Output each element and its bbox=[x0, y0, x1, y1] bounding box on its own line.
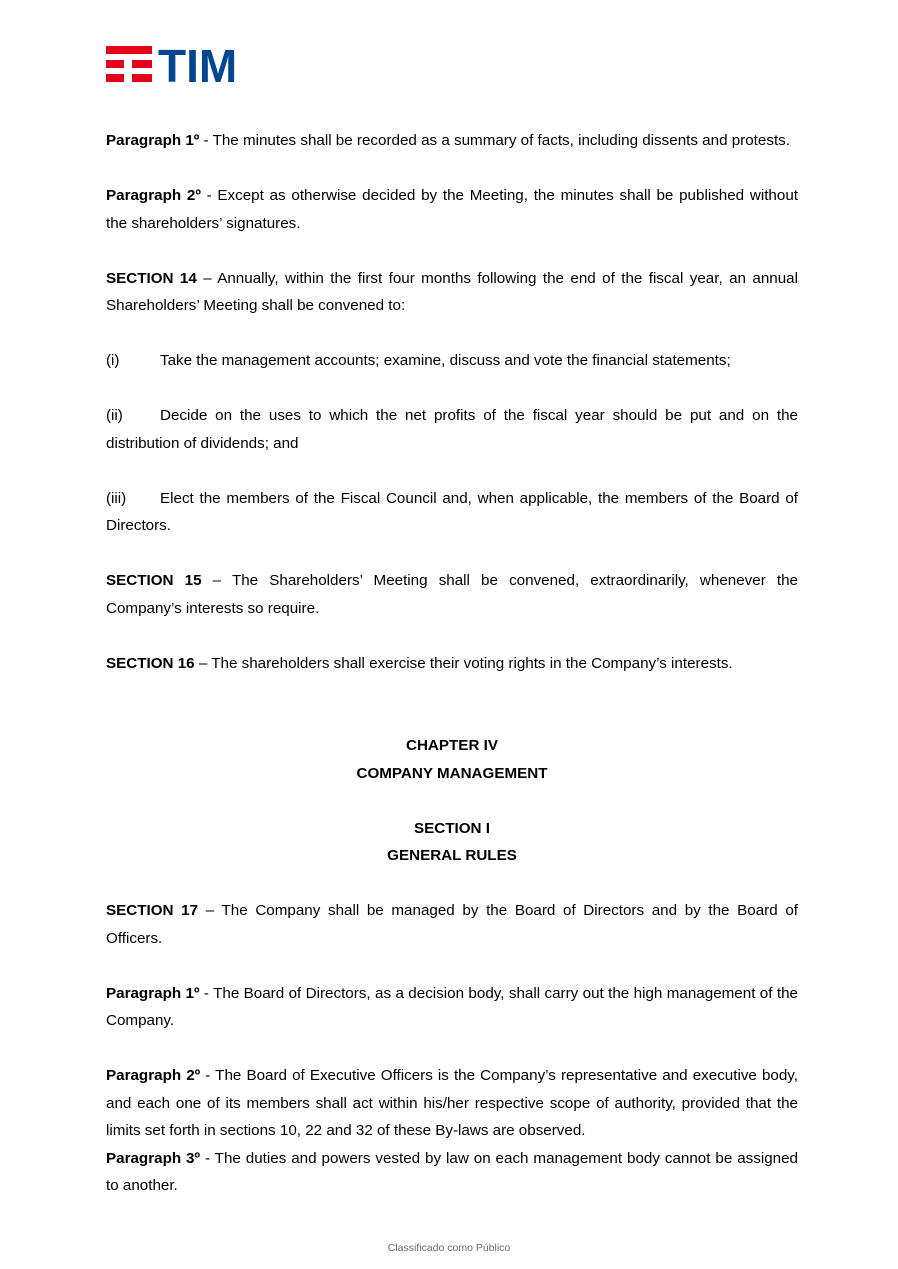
tim-logo bbox=[106, 44, 254, 86]
paragraph-2b: Paragraph 2º - The Board of Executive Officers is the Company’s representative and executive body, and each one of its members shall act within his/her respective scope of authority, provided that the limits set forth in sections 10, 22 and 32 of these By-laws are observed. bbox=[106, 1067, 798, 1139]
section-14: SECTION 14 – Annually, within the first four months following the end of the fiscal year, an annual Shareholders’ Meeting shall be convened to: bbox=[106, 269, 798, 314]
chapter-heading: CHAPTER IV bbox=[406, 737, 498, 754]
section-17: SECTION 17 – The Company shall be managed by the Board of Directors and by the Board of Officers. bbox=[106, 902, 798, 947]
list-item: (iii) Elect the members of the Fiscal Council and, when applicable, the members of the Board of Directors. bbox=[106, 489, 798, 534]
paragraph-3b: Paragraph 3º - The duties and powers vested by law on each management body cannot be assigned to another. bbox=[106, 1149, 798, 1194]
classification-footer: Classificado como Público bbox=[387, 1242, 511, 1254]
document-body bbox=[106, 127, 798, 1200]
paragraph-1b: Paragraph 1º - The Board of Directors, as a decision body, shall carry out the high management of the Company. bbox=[106, 984, 798, 1029]
list-item: (i) Take the management accounts; examine, discuss and vote the financial statements; bbox=[106, 352, 731, 369]
paragraph-1: Paragraph 1º - The minutes shall be recorded as a summary of facts, including dissents and protests. bbox=[106, 132, 790, 149]
svg-text:TIM: TIM bbox=[158, 44, 238, 86]
tim-logo-icon bbox=[106, 44, 254, 86]
list-item: (ii) Decide on the uses to which the net profits of the fiscal year should be put and on the distribution of dividends; and bbox=[106, 407, 798, 452]
section-title: GENERAL RULES bbox=[387, 847, 517, 864]
chapter-title: COMPANY MANAGEMENT bbox=[356, 764, 548, 782]
section-heading: SECTION I bbox=[414, 819, 490, 837]
section-16: SECTION 16 – The shareholders shall exercise their voting rights in the Company’s interests. bbox=[106, 654, 733, 672]
paragraph-2: Paragraph 2º - Except as otherwise decided by the Meeting, the minutes shall be published without the shareholders’ signatures. bbox=[106, 187, 798, 232]
section-15: SECTION 15 – The Shareholders’ Meeting shall be convened, extraordinarily, whenever the Company’s interests so require. bbox=[106, 572, 798, 617]
